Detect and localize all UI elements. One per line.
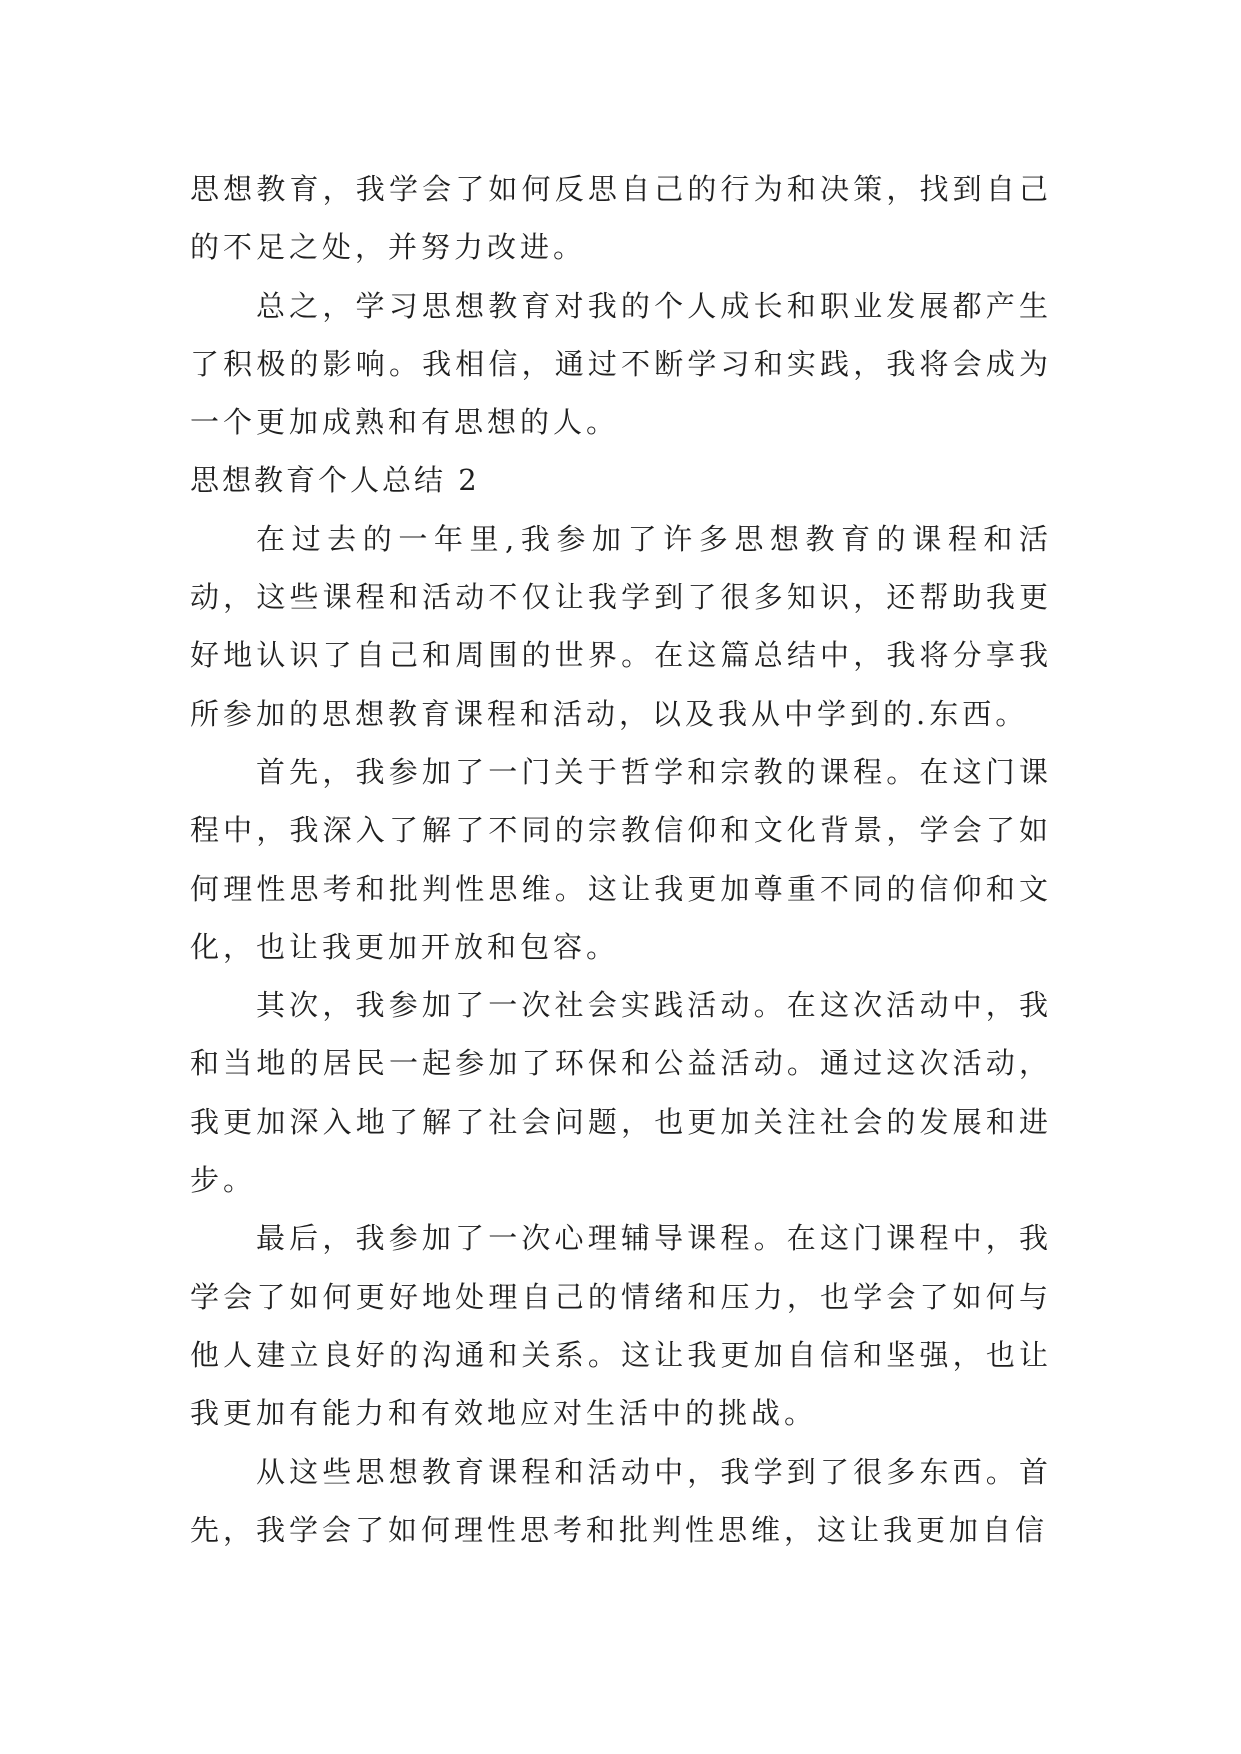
paragraph-last: 最后，我参加了一次心理辅导课程。在这门课程中，我学会了如何更好地处理自己的情绪和压力，也学会了如何与他人建立良好的沟通和关系。这让我更加自信和坚强，也让我更加有能力和有效地应对生活中的挑战。 [190,1221,1052,1431]
section-heading: 思想教育个人总结 2 [190,463,480,498]
paragraph-second: 其次，我参加了一次社会实践活动。在这次活动中，我和当地的居民一起参加了环保和公益活动。通过这次活动，我更加深入地了解了社会问题，也更加关注社会的发展和进步。 [190,988,1052,1198]
document-body [190,160,1052,1559]
paragraph-first: 首先，我参加了一门关于哲学和宗教的课程。在这门课程中，我深入了解了不同的宗教信仰和文化背景，学会了如何理性思考和批判性思维。这让我更加尊重不同的信仰和文化，也让我更加开放和包容。 [190,754,1052,964]
paragraph-conclusion: 总之，学习思想教育对我的个人成长和职业发展都产生了积极的影响。我相信，通过不断学习和实践，我将会成为一个更加成熟和有思想的人。 [190,288,1052,440]
paragraph-learnings: 从这些思想教育课程和活动中，我学到了很多东西。首先，我学会了如何理性思考和批判性思维，这让我更加自信 [190,1454,1052,1547]
paragraph-intro: 在过去的一年里,我参加了许多思想教育的课程和活动，这些课程和活动不仅让我学到了很多知识，还帮助我更好地认识了自己和周围的世界。在这篇总结中，我将分享我所参加的思想教育课程和活动，以及我从中学到的.东西。 [190,521,1052,731]
paragraph-continuation: 思想教育，我学会了如何反思自己的行为和决策，找到自己的不足之处，并努力改进。 [190,172,1052,265]
